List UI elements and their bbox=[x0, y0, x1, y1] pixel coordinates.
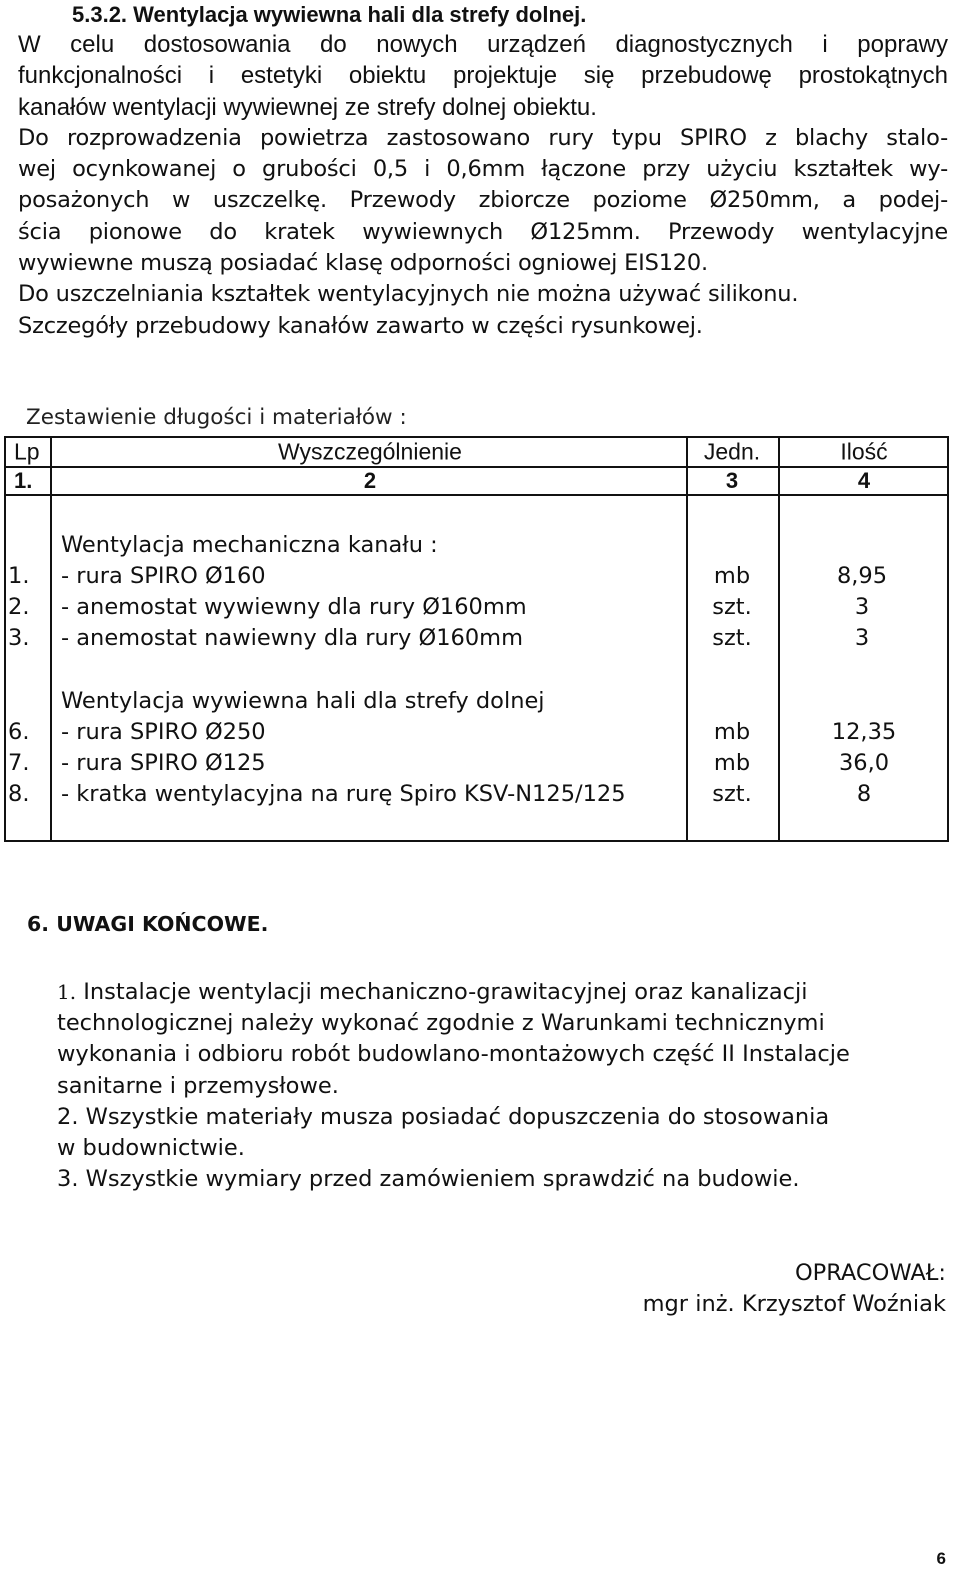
row-quantity: 8 bbox=[856, 781, 872, 807]
summary-line: ścia pionowe do kratek wywiewnych Ø125mm. Przewody wentylacyjne bbox=[18, 218, 948, 245]
table-colnum-divider bbox=[4, 494, 949, 496]
note-1-line bbox=[57, 977, 957, 1008]
summary-line: Do uszczelniania kształtek wentylacyjnych nie można używać silikonu. bbox=[18, 281, 799, 308]
row-unit: mb bbox=[713, 750, 751, 776]
group-title: Wentylacja mechaniczna kanału : bbox=[61, 532, 438, 558]
colnum-3: 3 bbox=[725, 468, 739, 493]
summary-line: posażonych w uszczelkę. Przewody zbiorcze poziome Ø250mm, a podej- bbox=[18, 187, 948, 214]
summary-line: wej ocynkowanej o grubości 0,5 i 0,6mm łączone przy użyciu kształtek wy- bbox=[18, 156, 948, 183]
table-border-bottom bbox=[4, 840, 949, 842]
intro-line: funkcjonalności i estetyki obiektu projektuje się przebudowę prostokątnych bbox=[18, 62, 948, 90]
notes-list bbox=[57, 977, 957, 1195]
notes-heading: 6. UWAGI KOŃCOWE. bbox=[27, 912, 269, 936]
note-1-line: sanitarne i przemysłowe. bbox=[57, 1072, 339, 1099]
table-header-divider bbox=[4, 466, 949, 468]
note-1-line: technologicznej należy wykonać zgodnie z Warunkami technicznymi bbox=[57, 1010, 825, 1037]
intro-line: kanałów wentylacji wywiewnej ze strefy dolnej obiektu. bbox=[18, 93, 597, 121]
row-unit: szt. bbox=[712, 625, 752, 651]
table-col-divider bbox=[50, 436, 52, 842]
row-lp: 1. bbox=[8, 563, 30, 589]
table-col-divider bbox=[686, 436, 688, 842]
row-quantity: 3 bbox=[854, 594, 870, 620]
header-description: Wyszczególnienie bbox=[278, 438, 462, 465]
row-description: - kratka wentylacyjna na rurę Spiro KSV-N125/125 bbox=[61, 781, 626, 807]
row-lp: 8. bbox=[8, 781, 30, 807]
note-2-line: 2. Wszystkie materiały musza posiadać dopuszczenia do stosowania bbox=[57, 1103, 830, 1130]
row-description: - anemostat wywiewny dla rury Ø160mm bbox=[61, 594, 527, 620]
page-number: 6 bbox=[936, 1549, 946, 1568]
row-quantity: 3 bbox=[854, 625, 870, 651]
note-1-number: 1. bbox=[57, 980, 77, 1004]
note-2-line: w budownictwie. bbox=[57, 1134, 245, 1161]
table-border-top bbox=[4, 436, 949, 438]
intro-line: W celu dostosowania do nowych urządzeń diagnostycznych i poprawy bbox=[18, 31, 948, 58]
signature-block bbox=[643, 1258, 946, 1320]
row-description: - rura SPIRO Ø160 bbox=[61, 563, 266, 589]
table-border-right bbox=[947, 436, 949, 842]
row-description: - rura SPIRO Ø250 bbox=[61, 719, 266, 745]
summary-paragraph bbox=[18, 123, 948, 342]
row-unit: szt. bbox=[712, 781, 752, 807]
signature-label: OPRACOWAŁ: bbox=[794, 1260, 946, 1286]
header-unit: Jedn. bbox=[703, 438, 761, 465]
row-quantity: 8,95 bbox=[836, 563, 888, 589]
row-unit: mb bbox=[713, 719, 751, 745]
summary-line: Szczegóły przebudowy kanałów zawarto w części rysunkowej. bbox=[18, 312, 703, 339]
row-lp: 7. bbox=[8, 750, 30, 776]
colnum-4: 4 bbox=[857, 468, 871, 493]
summary-line: wywiewne muszą posiadać klasę odporności ogniowej EIS120. bbox=[18, 250, 708, 277]
table-title: Zestawienie długości i materiałów : bbox=[26, 405, 407, 430]
row-description: - anemostat nawiewny dla rury Ø160mm bbox=[61, 625, 524, 651]
intro-paragraph bbox=[18, 29, 948, 342]
section-heading: 5.3.2. Wentylacja wywiewna hali dla strefy dolnej. bbox=[72, 2, 587, 27]
row-lp: 2. bbox=[8, 594, 30, 620]
row-quantity: 36,0 bbox=[838, 750, 890, 776]
group-title: Wentylacja wywiewna hali dla strefy dolnej bbox=[61, 688, 545, 714]
header-lp: Lp bbox=[14, 438, 40, 465]
signature-name: mgr inż. Krzysztof Woźniak bbox=[642, 1291, 946, 1317]
table-col-divider bbox=[778, 436, 780, 842]
row-quantity: 12,35 bbox=[831, 719, 897, 745]
table-border-left bbox=[4, 436, 6, 842]
colnum-2: 2 bbox=[363, 468, 377, 493]
row-unit: mb bbox=[713, 563, 751, 589]
note-1-line: wykonania i odbioru robót budowlano-montażowych część II Instalacje bbox=[57, 1041, 850, 1068]
row-unit: szt. bbox=[712, 594, 752, 620]
summary-line: Do rozprowadzenia powietrza zastosowano rury typu SPIRO z blachy stalo- bbox=[18, 124, 948, 151]
note-3-line: 3. Wszystkie wymiary przed zamówieniem sprawdzić na budowie. bbox=[57, 1166, 800, 1193]
header-quantity: Ilość bbox=[840, 438, 888, 465]
colnum-1: 1. bbox=[14, 468, 33, 493]
row-lp: 3. bbox=[8, 625, 30, 651]
note-1-text: Instalacje wentylacji mechaniczno-grawitacyjnej oraz kanalizacji bbox=[83, 979, 808, 1005]
row-description: - rura SPIRO Ø125 bbox=[61, 750, 266, 776]
row-lp: 6. bbox=[8, 719, 30, 745]
